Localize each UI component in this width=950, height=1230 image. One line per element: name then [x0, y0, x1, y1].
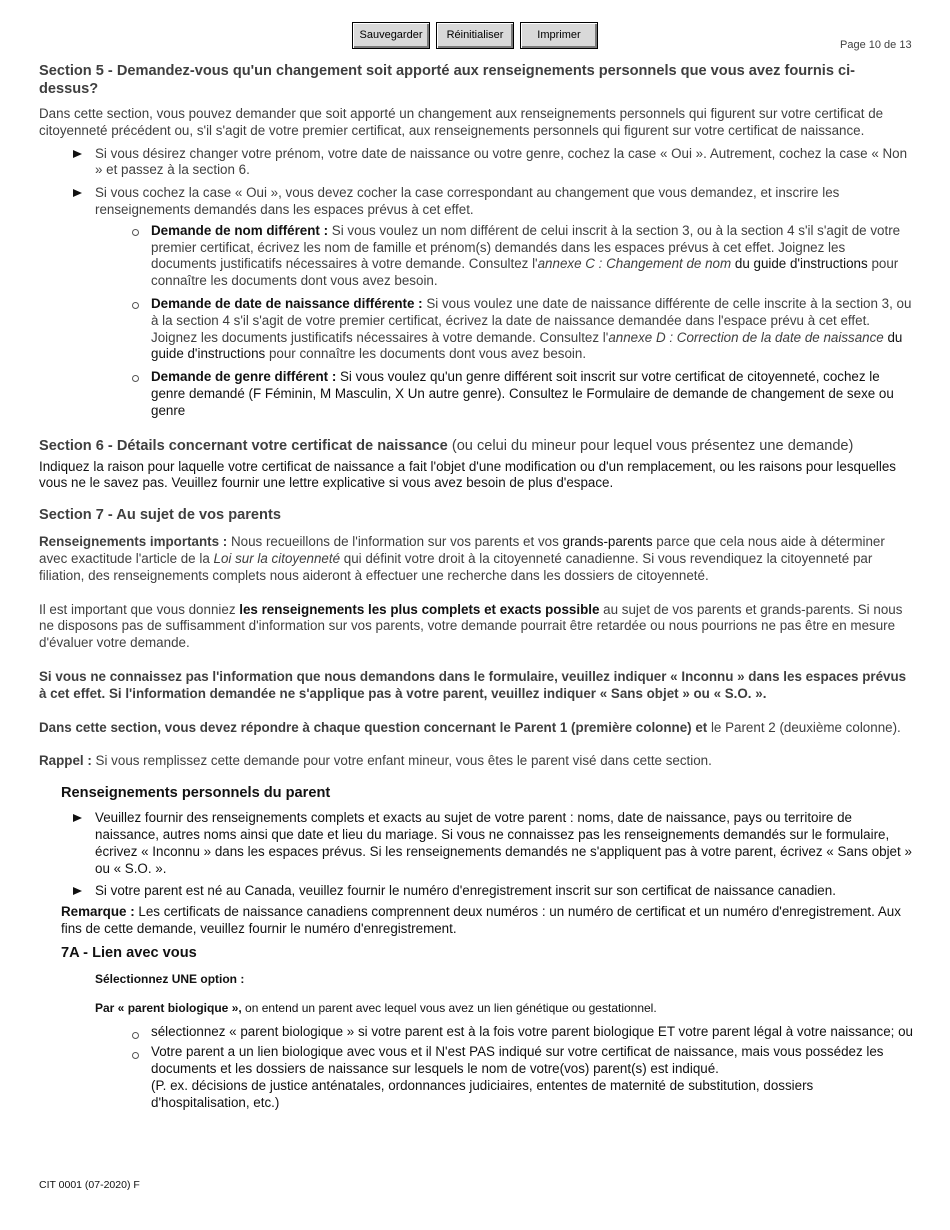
list-item [39, 369, 913, 419]
circle-bullet-icon [132, 1032, 139, 1039]
circle-bullet-icon [132, 229, 139, 236]
section-7-paragraph-3 [39, 669, 913, 703]
p2-emphasis: les renseignements les plus complets et exacts possible [239, 601, 600, 617]
reset-button[interactable]: Réinitialiser [436, 22, 514, 49]
guide-link[interactable]: du guide d'instructions [731, 256, 868, 272]
save-button[interactable]: Sauvegarder [352, 22, 430, 49]
arrow-bullet-icon [73, 887, 82, 895]
section-6-title [39, 437, 913, 455]
option-2-text: Votre parent a un lien biologique avec vous et il N'est PAS indiqué sur votre certificat de naissance, mais vous possédez les documents et les dossiers de naissance sur lesquels le nom de votre(vos) parent(s) est indiqué. [151, 1044, 884, 1077]
parent-info-title: Renseignements personnels du parent [61, 785, 331, 802]
sub-item-2-annex: annexe D : Correction de la date de naissance [608, 329, 884, 345]
arrow-bullet-icon [73, 150, 82, 158]
reminder-text: Si vous remplissez cette demande pour votre enfant mineur, vous êtes le parent visé dans cette section. [91, 753, 712, 769]
remark-label: Remarque : [61, 904, 135, 920]
page-content [39, 62, 913, 1112]
sub-item-3-title: Demande de genre différent : [151, 369, 337, 385]
sub-item-1-text-end: pour connaître les documents dont vous avez besoin. [151, 256, 899, 289]
sub-item-3-text: Si vous voulez qu'un genre différent soit inscrit sur votre certificat de citoyenneté, cochez le genre demandé (F Féminin, M Masculin, X Un autre genre). Consultez le Formulaire de demande de changement de sexe ou genre [151, 369, 894, 418]
p1-text-a: Nous recueillons de l'information sur vos parents et vos [227, 534, 563, 550]
act-name: Loi sur la citoyenneté [213, 550, 341, 566]
grandparents-link[interactable]: grands-parents [562, 534, 653, 550]
remark-text: Les certificats de naissance canadiens comprennent deux numéros : un numéro de certificat et un numéro d'enregistrement. Aux fins de cette demande, veuillez fournir le numéro d'enregistrement. [61, 904, 901, 936]
arrow-bullet-icon [73, 814, 82, 822]
p1-text-b: parce que cela nous aide à déterminer avec exactitude l'article de la [39, 534, 885, 566]
section-5-bullet-1: Si vous désirez changer votre prénom, votre date de naissance ou votre genre, cochez la case « Oui ». Autrement, cochez la case « Non » et passez à la section 6. [95, 145, 908, 178]
section-5-bullet-2: Si vous cochez la case « Oui », vous devez cocher la case correspondant au changement que vous demandez, et inscrire les renseignements demandés dans les espaces prévus à cet effet. [95, 185, 840, 217]
list-item [39, 296, 913, 363]
list-item [61, 810, 913, 877]
section-6-title-suffix: (ou celui du mineur pour lequel vous présentez une demande) [447, 437, 854, 454]
section-7-paragraph-2 [39, 602, 913, 652]
remark [61, 904, 913, 938]
reminder-label: Rappel : [39, 753, 92, 769]
list-item [61, 883, 913, 900]
guide-link[interactable]: du guide d'instructions [151, 329, 903, 362]
arrow-bullet-icon [73, 189, 82, 197]
p2-text-b: au sujet de vos parents et grands-parents. Si nous ne disposons pas de suffisamment d'information sur vos parents, votre demande pourrait être retardée ou nous pourrions ne pas être en mesure d'évaluer votre demande. [39, 601, 903, 651]
section-6-title-main: Section 6 - Détails concernant votre certificat de naissance [39, 437, 448, 454]
bio-text: on entend un parent avec lequel vous avez un lien génétique ou gestationnel. [241, 1000, 657, 1015]
p4-bold: Dans cette section, vous devez répondre à chaque question concernant le Parent 1 (première colonne) et [39, 719, 708, 735]
circle-bullet-icon [132, 1052, 139, 1059]
list-item [39, 1024, 913, 1041]
form-code: CIT 0001 (07-2020) F [39, 1179, 140, 1191]
sub-item-1-annex: annexe C : Changement de nom [537, 256, 732, 272]
parent-info-bullet-1: Veuillez fournir des renseignements complets et exacts au sujet de votre parent : noms, date de naissance, pays ou territoire de naissance, autres noms ainsi que date et lieu du mariage. Si vous ne connaissez pas les renseignements demandés sur le formulaire, écrivez « Inconnu » dans les espaces prévus. Si les renseignements demandés ne s'appliquent pas à votre parent, écrivez « Sans objet » ou « S.O. ». [95, 810, 912, 876]
p3-text: Si vous ne connaissez pas l'information que nous demandons dans le formulaire, veuillez indiquer « Inconnu » dans les espaces prévus à cet effet. Si l'information demandée ne s'applique pas à votre parent, veuillez indiquer « Sans objet » ou « S.O. ». [39, 668, 907, 701]
biological-parent-definition [95, 1001, 913, 1016]
list-item [39, 1044, 913, 1111]
section-6-text: Indiquez la raison pour laquelle votre certificat de naissance a fait l'objet d'une modification ou d'un remplacement, ou les raisons pour lesquelles vous ne le savez pas. Veuillez fournir une lettre explicative si vous avez besoin de plus d'espace. [39, 458, 896, 491]
p1-text-c: qui définit votre droit à la citoyenneté canadienne. Si vous revendiquez la citoyenneté par filiation, des renseignements complets nous aideront à effectuer une recherche dans les dossiers de citoyenneté. [39, 550, 873, 583]
section-7a-title: 7A - Lien avec vous [61, 944, 197, 961]
section-5-title: Section 5 - Demandez-vous qu'un changement soit apporté aux renseignements personnels que vous avez fournis ci-dessus? [39, 63, 856, 97]
parent-info-bullet-2: Si votre parent est né au Canada, veuillez fournir le numéro d'enregistrement inscrit sur son certificat de naissance canadien. [95, 883, 836, 899]
p4-rest: le Parent 2 (deuxième colonne). [707, 719, 901, 735]
bio-label: Par « parent biologique », [95, 1000, 242, 1015]
sub-item-2-text-end: pour connaître les documents dont vous avez besoin. [265, 346, 587, 362]
important-label: Renseignements importants : [39, 534, 228, 550]
sub-item-2-text: Si vous voulez une date de naissance différente de celle inscrite à la section 3, ou à la section 4 s'il s'agit de votre premier certificat, écrivez la date de naissance demandée dans l'espace prévu à cet effet. Joignez les documents justificatifs nécessaires à votre demande. Consultez l' [151, 295, 912, 345]
sub-item-2-title: Demande de date de naissance différente : [151, 295, 423, 311]
p2-text-a: Il est important que vous donniez [39, 601, 240, 617]
section-7-title: Section 7 - Au sujet de vos parents [39, 507, 281, 524]
section-7-paragraph-4 [39, 720, 913, 737]
list-item [39, 223, 913, 290]
option-1-text: sélectionnez « parent biologique » si votre parent est à la fois votre parent biologique ET votre parent légal à votre naissance; ou [151, 1023, 914, 1039]
list-item [39, 146, 913, 180]
print-button[interactable]: Imprimer [520, 22, 598, 49]
page-number: Page 10 de 13 [840, 39, 912, 51]
section-7-reminder [39, 753, 913, 770]
select-one-label: Sélectionnez UNE option : [95, 971, 245, 986]
list-item [39, 185, 913, 219]
section-7-paragraph-1 [39, 534, 913, 584]
circle-bullet-icon [132, 302, 139, 309]
option-2-examples: (P. ex. décisions de justice anténatales, ordonnances judiciaires, ententes de maternité de substitution, dossiers d'hospitalisation, etc.) [151, 1078, 814, 1110]
sub-item-1-text: Si vous voulez un nom différent de celui inscrit à la section 3, ou à la section 4 s'il s'agit de votre premier certificat, écrivez les nom de famille et prénom(s) demandés dans les espaces prévus à cet effet. Joignez les documents justificatifs nécessaires à votre demande. Consultez l' [151, 222, 901, 272]
sub-item-1-title: Demande de nom différent : [151, 222, 329, 238]
section-5-intro: Dans cette section, vous pouvez demander que soit apporté un changement aux renseignements personnels qui figurent sur votre certificat de citoyenneté précédent ou, s'il s'agit de votre premier certificat, aux renseignements personnels qui figurent sur votre certificat de naissance. [39, 106, 884, 138]
circle-bullet-icon [132, 375, 139, 382]
